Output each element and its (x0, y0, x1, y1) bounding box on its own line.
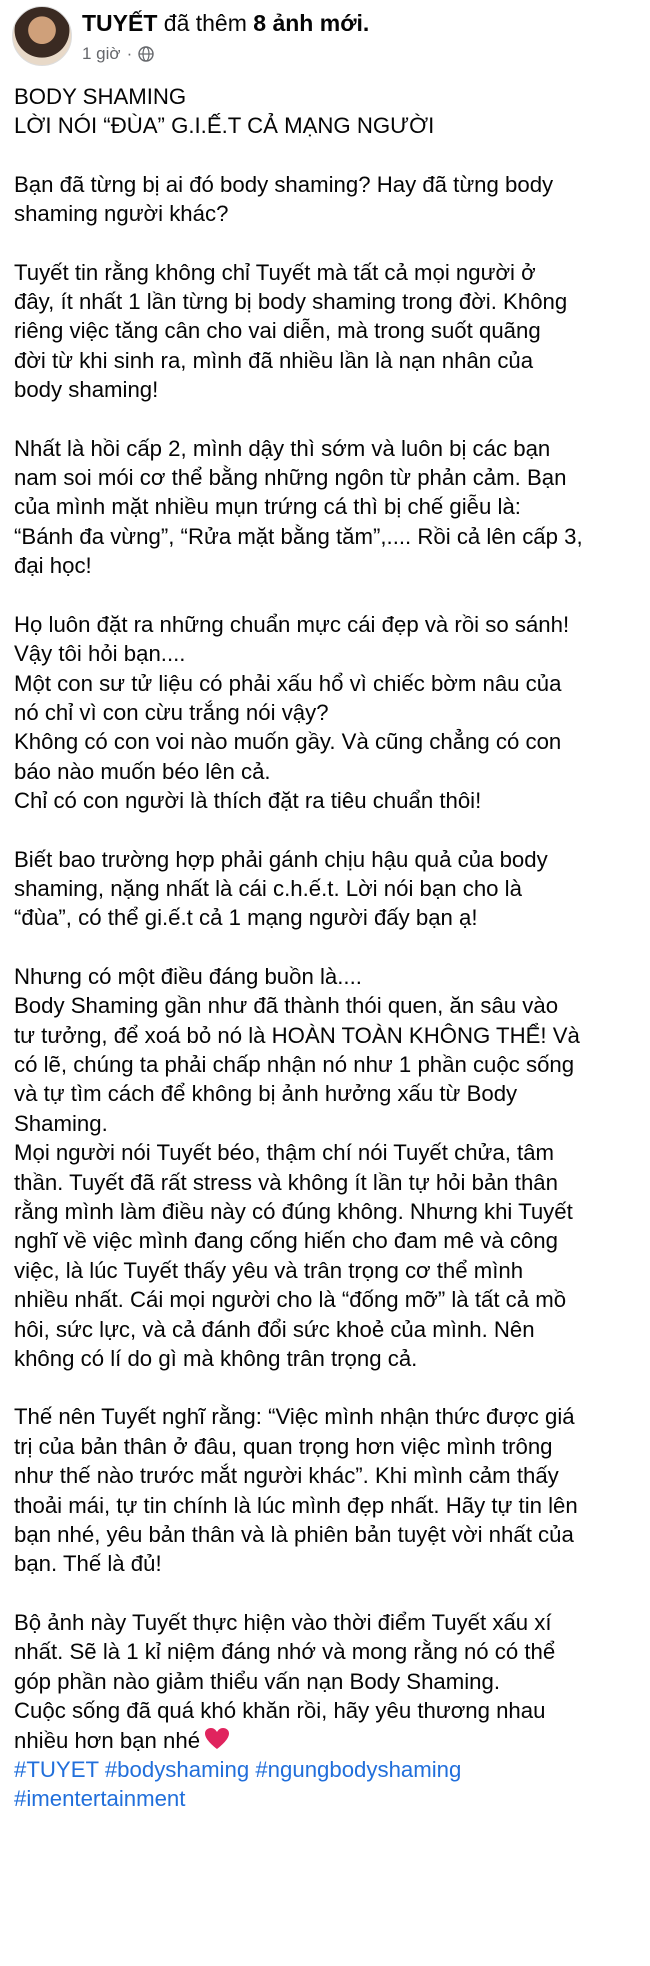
text-line: Nhất là hồi cấp 2, mình dậy thì sớm và luôn bị các bạn (14, 435, 551, 461)
text-line: Thế nên Tuyết nghĩ rằng: “Việc mình nhận thức được giá (14, 1404, 575, 1430)
text-line: trị của bản thân ở đâu, quan trọng hơn việc mình trông (14, 1433, 553, 1459)
text-line-with-heart (14, 1726, 644, 1755)
post-meta (82, 44, 154, 64)
text-line: Không có con voi nào muốn gầy. Và cũng chẳng có con (14, 729, 562, 755)
text-line: Body Shaming gần như đã thành thói quen, ăn sâu vào (14, 993, 559, 1019)
text-line: Cuộc sống đã quá khó khăn rồi, hãy yêu thương nhau (14, 1698, 546, 1724)
text-line: như thế nào trước mắt người khác”. Khi mình cảm thấy (14, 1463, 559, 1489)
text-line: Nhưng có một điều đáng buồn là.... (14, 963, 362, 989)
text-line: Bạn đã từng bị ai đó body shaming? Hay đã từng body (14, 171, 554, 197)
avatar[interactable] (12, 6, 72, 66)
text-line: Một con sư tử liệu có phải xấu hổ vì chiếc bờm nâu của (14, 670, 562, 696)
text-line: thần. Tuyết đã rất stress và không ít lần tự hỏi bản thân (14, 1169, 558, 1195)
text-line: và tự tìm cách để không bị ảnh hưởng xấu từ Body (14, 1081, 518, 1107)
text-line: riêng việc tăng cân cho vai diễn, mà trong suốt quãng (14, 318, 541, 344)
text-line: “Bánh đa vừng”, “Rửa mặt bằng tăm”,.... Rồi cả lên cấp 3, (14, 523, 583, 549)
text-line: đại học! (14, 553, 92, 579)
text-line: Chỉ có con người là thích đặt ra tiêu chuẩn thôi! (14, 788, 482, 814)
text-line: Bộ ảnh này Tuyết thực hiện vào thời điểm Tuyết xấu xí (14, 1609, 552, 1635)
heading-line: LỜI NÓI “ĐÙA” G.I.Ế.T CẢ MẠNG NGƯỜI (14, 113, 435, 139)
hashtag-link[interactable]: #TUYET (14, 1756, 99, 1782)
text-line: đây, ít nhất 1 lần từng bị body shaming trong đời. Không (14, 289, 568, 315)
text-line: hôi, sức lực, và cả đánh đổi sức khoẻ của mình. Nên (14, 1316, 535, 1342)
heading-line: BODY SHAMING (14, 84, 187, 109)
text-line: góp phần nào giảm thiểu vấn nạn Body Shaming. (14, 1668, 501, 1694)
hashtag-link[interactable]: #bodyshaming (104, 1756, 250, 1782)
text-line: Vậy tôi hỏi bạn.... (14, 641, 186, 667)
text-line: của mình mặt nhiều mụn trứng cá thì bị chế giễu là: (14, 494, 521, 520)
text-line: việc, là lúc Tuyết thấy yêu và trân trọng cơ thể mình (14, 1257, 524, 1283)
text-line: không có lí do gì mà không trân trọng cả. (14, 1346, 418, 1372)
text-line: bạn. Thế là đủ! (14, 1551, 162, 1577)
text-line: nó chỉ vì con cừu trắng nói vậy? (14, 699, 329, 725)
action-text: đã thêm (157, 10, 254, 36)
post-body (14, 82, 644, 1814)
hashtag-line (14, 1784, 644, 1813)
heart-icon (204, 1727, 230, 1751)
text-line: Họ luôn đặt ra những chuẩn mực cái đẹp và rồi so sánh! (14, 611, 570, 637)
text-line: Tuyết tin rằng không chỉ Tuyết mà tất cả mọi người ở (14, 259, 536, 285)
text-line: nhất. Sẽ là 1 kỉ niệm đáng nhớ và mong rằng nó có thể (14, 1639, 556, 1665)
hashtag-link[interactable]: #imentertainment (14, 1786, 186, 1812)
text-line: thoải mái, tự tin chính là lúc mình đẹp nhất. Hãy tự tin lên (14, 1492, 578, 1518)
text-line: shaming, nặng nhất là cái c.h.ế.t. Lời nói bạn cho là (14, 875, 522, 901)
text-line: có lẽ, chúng ta phải chấp nhận nó như 1 phần cuộc sống (14, 1051, 575, 1077)
text-line: “đùa”, có thể gi.ế.t cả 1 mạng người đấy bạn ạ! (14, 905, 478, 931)
text-line: rằng mình làm điều này có đúng không. Nhưng khi Tuyết (14, 1199, 573, 1224)
text-line: Biết bao trường hợp phải gánh chịu hậu quả của body (14, 846, 548, 872)
text-line: body shaming! (14, 377, 159, 403)
text-line: báo nào muốn béo lên cả. (14, 758, 271, 784)
text-line: đời từ khi sinh ra, mình đã nhiều lần là nạn nhân của (14, 347, 534, 373)
post-time[interactable]: 1 giờ (82, 44, 121, 63)
globe-icon[interactable] (138, 46, 154, 62)
text-line: tư tưởng, để xoá bỏ nó là HOÀN TOÀN KHÔNG THỂ! Và (14, 1022, 580, 1048)
text-line: nghĩ về việc mình đang cống hiến cho đam mê và công (14, 1228, 558, 1254)
hashtag-link[interactable]: #ngungbodyshaming (255, 1756, 462, 1782)
author-name[interactable]: TUYẾT (82, 10, 158, 36)
text-line: nhiều hơn bạn nhé (14, 1727, 201, 1753)
post-title-line (82, 10, 369, 37)
meta-separator: · (126, 44, 133, 63)
photo-count-link[interactable]: 8 ảnh mới. (253, 10, 370, 36)
text-line: nhiều nhất. Cái mọi người cho là “đống mỡ” là tất cả mồ (14, 1287, 567, 1313)
text-line: Shaming. (14, 1110, 108, 1136)
text-line: bạn nhé, yêu bản thân và là phiên bản tuyệt vời nhất của (14, 1522, 574, 1548)
text-line: Mọi người nói Tuyết béo, thậm chí nói Tuyết chửa, tâm (14, 1140, 555, 1166)
hashtag-line (14, 1755, 644, 1784)
text-line: shaming người khác? (14, 201, 229, 227)
text-line: nam soi mói cơ thể bằng những ngôn từ phản cảm. Bạn (14, 465, 567, 491)
